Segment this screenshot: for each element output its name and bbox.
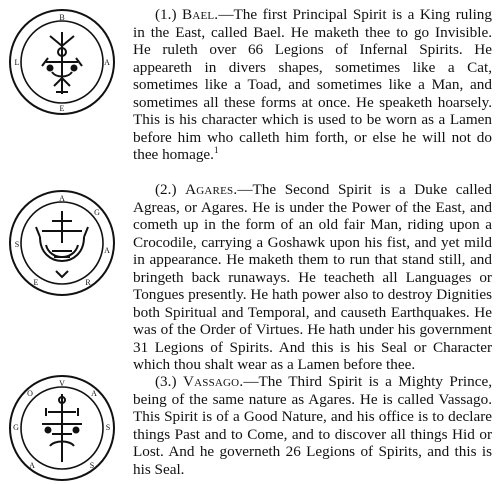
entry-paragraph [133, 6, 492, 164]
entry-agares [133, 181, 492, 374]
spirit-name: Vassago. [182, 373, 244, 390]
seal-letter: A [29, 461, 35, 470]
entry-number: (2.) [155, 181, 177, 198]
em-dash: — [237, 181, 253, 198]
seal-letter: L [14, 58, 20, 67]
entry-vassago [133, 373, 492, 478]
seal-letter: G [94, 208, 100, 217]
agares-seal [6, 187, 118, 299]
em-dash: — [243, 373, 259, 390]
entry-bael [133, 6, 492, 164]
seal-letter: S [89, 461, 95, 470]
seal-letter: A [104, 246, 110, 255]
entry-paragraph [133, 373, 492, 478]
seal-letter: R [85, 278, 91, 287]
spirit-name: Agares. [185, 181, 238, 198]
seal-letter: A [91, 389, 97, 398]
bael-seal [6, 6, 118, 118]
seal-letter: A [104, 58, 110, 67]
entry-number: (3.) [155, 373, 177, 390]
bael-seal-icon [6, 6, 118, 118]
seal-letter: B [59, 13, 65, 22]
seal-letter: V [59, 379, 65, 388]
entry-text: The first Principal Spirit is a King ruling in the East, called Bael. He maketh thee to go Invisible. He ruleth over 66 Legions of Infernal Spirits. He appeareth in divers shapes, sometimes like a Cat, sometimes like a Toad, and sometimes like a Man, and sometimes all these forms at once. He speaketh hoarsely. This is his character which is used to be worn as a Lamen before him who calleth him forth, or else he will not do thee homage. [133, 6, 492, 164]
seal-letter: O [27, 389, 33, 398]
entry-paragraph [133, 181, 492, 374]
seal-letter: E [33, 278, 39, 287]
seal-letter: A [59, 194, 65, 203]
footnote-marker[interactable]: 1 [213, 145, 219, 156]
entry-number: (1.) [155, 6, 177, 23]
entry-text: The Second Spirit is a Duke called Agreas, or Agares. He is under the Power of the East, and cometh up in the form of an old fair Man, riding upon a Crocodile, carrying a Goshawk upon his fist, and yet mild in appearance. He maketh them to run that stand still, and bringeth back runaways. He teacheth all Languages or Tongues presently. He hath power also to destroy Dignities both Spiritual and Temporal, and causeth Earthquakes. He was of the Order of Virtues. He hath under his government 31 Legions of Spirits. And this is his Seal or Character which thou shalt wear as a Lamen before thee. [133, 181, 493, 374]
em-dash: — [218, 6, 234, 23]
agares-seal-icon [6, 187, 118, 299]
seal-letter: S [105, 423, 111, 432]
vassago-seal-icon [6, 372, 118, 484]
seal-letter: G [13, 423, 19, 432]
entry-text: The Third Spirit is a Mighty Prince, being of the same nature as Agares. He is called Vassago. This Spirit is of a Good Nature, and his office is to declare things Past and to Come, and to discover all things Hid or Lost. And he governeth 26 Legions of Spirits, and this is his Seal. [133, 373, 493, 478]
spirit-name: Bael. [182, 6, 219, 23]
seal-letter: S [14, 240, 20, 249]
seal-letter: E [59, 104, 65, 113]
vassago-seal [6, 372, 118, 484]
